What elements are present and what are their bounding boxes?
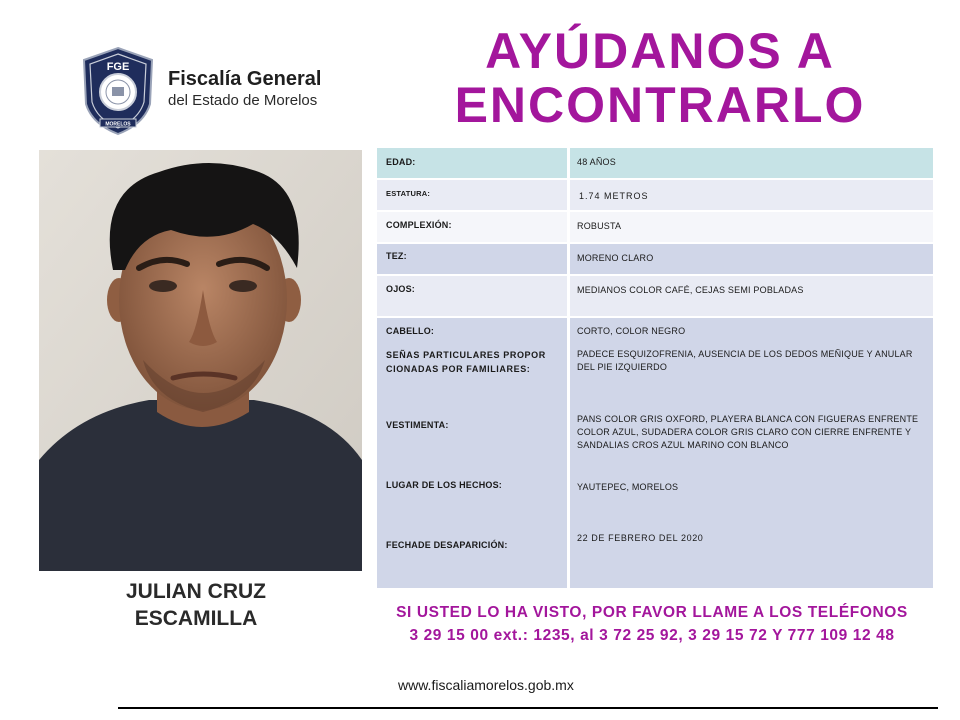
person-name [56,578,336,632]
senas-label-2: CIONADAS POR FAMILIARES: [386,364,531,374]
row-estatura [377,180,933,210]
cabello-label: CABELLO: [386,326,435,336]
headline [410,24,910,132]
fge-shield-icon [78,46,158,136]
fecha-label: FECHADE DESAPARICIÓN: [386,540,508,550]
lugar-label: LUGAR DE LOS HECHOS: [386,480,503,490]
vestimenta-value: PANS COLOR GRIS OXFORD, PLAYERA BLANCA CON FIGUERAS ENFRENTE COLOR AZUL, SUDADERA COLOR GRIS CLARO CON CIERRE ENFRENTE Y SANDALIAS CROS AZUL MARINO CON BLANCO [577,414,919,450]
complexion-label: COMPLEXIÓN: [386,220,452,230]
call-line-2: 3 29 15 00 ext.: 1235, al 3 72 25 92, 3 29 15 72 Y 777 109 12 48 [409,627,895,644]
fge-logo [78,46,338,136]
missing-person-photo [39,150,362,571]
complexion-value: ROBUSTA [577,221,622,231]
row-detalles [377,318,933,588]
senas-value: PADECE ESQUIZOFRENIA, AUSENCIA DE LOS DEDOS MEÑIQUE Y ANULAR DEL PIE IZQUIERDO [577,349,913,372]
person-name-line-1: JULIAN CRUZ [126,580,266,603]
footer-divider [118,707,938,709]
call-line-1: SI USTED LO HA VISTO, POR FAVOR LLAME A LOS TELÉFONOS [396,604,908,621]
headline-line-1: AYÚDANOS A [485,23,835,79]
cabello-value: CORTO, COLOR NEGRO [577,326,686,336]
emblem-bottom-text: MORELOS [105,121,131,128]
fecha-value: 22 DE FEBRERO DEL 2020 [577,533,704,543]
call-to-action [372,601,932,647]
estatura-label: ESTATURA: [386,189,431,198]
headline-line-2: ENCONTRARLO [454,77,866,133]
details-table [377,148,933,588]
edad-label: EDAD: [386,157,416,167]
row-complexion [377,212,933,242]
estatura-value: 1.74 METROS [579,191,649,201]
senas-label-1: SEÑAS PARTICULARES PROPOR [386,350,546,360]
org-title: Fiscalía General [168,68,322,90]
org-subtitle: del Estado de Morelos [168,92,318,109]
row-edad [377,148,933,178]
row-ojos [377,276,933,316]
row-tez [377,244,933,274]
lugar-value: YAUTEPEC, MORELOS [577,482,679,492]
tez-value: MORENO CLARO [577,253,654,263]
website-link[interactable]: www.fiscaliamorelos.gob.mx [398,677,574,693]
ojos-value: MEDIANOS COLOR CAFÉ, CEJAS SEMI POBLADAS [577,285,804,295]
vestimenta-label: VESTIMENTA: [386,420,449,430]
edad-value: 48 AÑOS [577,157,616,167]
tez-label: TEZ: [386,251,407,261]
emblem-text: FGE [106,61,130,73]
person-name-line-2: ESCAMILLA [134,607,258,630]
ojos-label: OJOS: [386,284,416,294]
